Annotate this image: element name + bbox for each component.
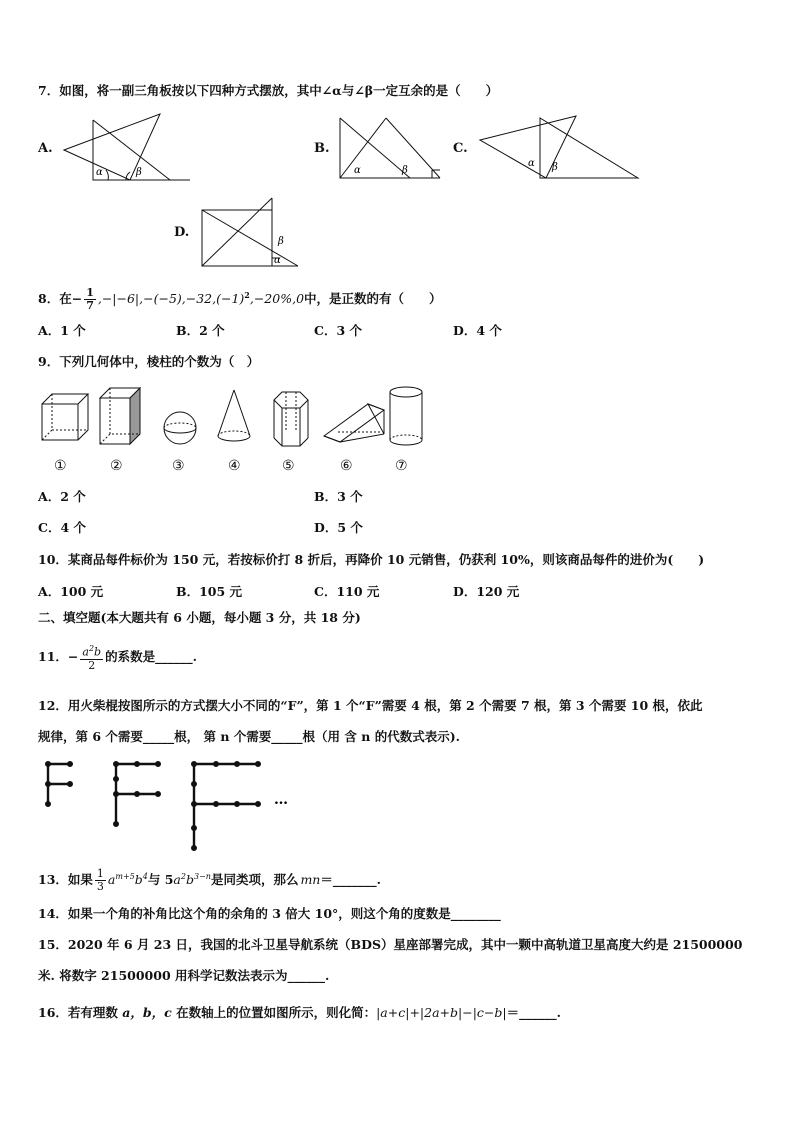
q13-exp-b2: 3−n — [193, 872, 211, 881]
shape-label-2: ② — [110, 458, 123, 474]
q8-option-a: A．1 个 — [38, 323, 86, 338]
q12-matchstick-figure — [40, 758, 300, 852]
q8-fraction-den: 7 — [86, 299, 94, 313]
q7-stem: 7．如图，将一副三角板按以下四种方式摆放，其中∠α与∠β一定互余的是（ ） — [38, 83, 499, 98]
sphere-shape — [164, 412, 196, 444]
q16-vars: a，b，c — [122, 1005, 172, 1020]
q13-exp-a2: 2 — [180, 872, 186, 881]
q9-option-c: C．4 个 — [38, 520, 86, 535]
q11-stem — [38, 642, 197, 672]
q10-option-d: D．120 元 — [453, 584, 520, 599]
q11-fraction-den: 2 — [88, 658, 96, 672]
q14-stem: 14．如果一个角的补角比这个角的余角的 3 倍大 10°，则这个角的度数是________ — [38, 906, 501, 921]
q13-mid: 与 5 — [147, 872, 174, 888]
q8-stem — [38, 284, 442, 312]
q13-stem — [38, 862, 381, 895]
q7-option-b-label: B. — [314, 141, 330, 156]
q7-option-a-label: A. — [38, 141, 53, 156]
q11-exp: 2 — [88, 644, 95, 654]
q13-fraction-num: 1 — [96, 867, 104, 881]
q8-list: ,−|−6|,−(−5),−32,(−1) — [97, 291, 245, 307]
q10-option-c: C．110 元 — [314, 584, 380, 599]
section-heading: 二、填空题(本大题共有 6 小题，每小题 3 分，共 18 分) — [38, 610, 361, 625]
alpha-label: α — [528, 158, 535, 169]
triangular-prism-shape — [324, 404, 384, 442]
q10-stem: 10．某商品每件标价为 150 元，若按标价打 8 折后，再降价 10 元销售，仍获利 10%，则该商品每件的进价为( ) — [38, 552, 705, 567]
q8-option-d: D．4 个 — [453, 323, 502, 338]
q9-stem: 9．下列几何体中，棱柱的个数为（ ） — [38, 354, 260, 369]
q13-suffix: 是同类项，那么 — [210, 872, 299, 888]
q13-mn: mn — [300, 872, 321, 888]
q15-line2: 米. 将数字 21500000 用科学记数法表示为______. — [38, 968, 330, 983]
q8-list2: ,−20%,0 — [249, 291, 305, 307]
q11-var-b: b — [94, 645, 102, 659]
q8-fraction-num: 1 — [86, 286, 94, 300]
q8-suffix: 中，是正数的有（ ） — [304, 291, 442, 307]
q11-fraction — [80, 643, 103, 672]
q8-minus: − — [71, 291, 83, 307]
shape-label-3: ③ — [172, 458, 185, 474]
q8-option-b: B．2 个 — [176, 323, 225, 338]
q13-term2 — [173, 872, 211, 887]
beta-label: β — [402, 165, 408, 176]
shape-label-4: ④ — [228, 458, 241, 474]
beta-label: β — [136, 167, 142, 178]
cone-shape — [218, 390, 250, 441]
q7-figure-b — [336, 114, 446, 180]
q9-solids-figure — [38, 384, 428, 448]
cylinder-shape — [390, 387, 422, 445]
shape-label-5: ⑤ — [282, 458, 295, 474]
q11-minus: − — [67, 649, 79, 664]
q9-option-b: B．3 个 — [314, 489, 363, 504]
q7-figure-a — [60, 112, 200, 184]
cuboid-shape — [100, 388, 140, 444]
q16-prefix: 16．若有理数 — [38, 1005, 118, 1020]
q7-figure-d — [198, 196, 304, 270]
q9-option-d: D．5 个 — [314, 520, 363, 535]
q13-var-a: a — [107, 872, 116, 888]
q9-option-a: A．2 个 — [38, 489, 86, 504]
beta-label: β — [278, 236, 284, 247]
shape-label-7: ⑦ — [395, 458, 408, 474]
q10-option-b: B．105 元 — [176, 584, 243, 599]
q13-term1 — [108, 872, 148, 887]
q11-suffix: 的系数是______. — [105, 649, 197, 664]
q13-var-a2: a — [173, 872, 181, 888]
shape-label-6: ⑥ — [340, 458, 353, 474]
q16-expression: |a+c|+|2a+b|−|c−b| — [376, 1005, 507, 1020]
q8-prefix: 8．在 — [38, 291, 72, 307]
shape-label-1: ① — [54, 458, 67, 474]
q8-fraction — [84, 287, 96, 312]
q16-stem — [38, 1004, 561, 1022]
q8-square: 2 — [244, 290, 250, 300]
cube-shape — [42, 394, 88, 440]
q15-line1: 15．2020 年 6 月 23 日，我国的北斗卫星导航系统（BDS）星座部署完成，其中一颗中高轨道卫星高度大约是 21500000 — [38, 937, 743, 952]
q13-var-b2: b — [185, 872, 194, 888]
q13-fraction-den: 3 — [96, 880, 104, 894]
continuation-dots: … — [274, 792, 288, 808]
q7-figure-c — [476, 114, 642, 180]
q13-var-b: b — [134, 872, 143, 888]
q7-option-d-label: D. — [174, 225, 190, 240]
q10-option-a: A．100 元 — [38, 584, 104, 599]
q16-suffix: ＝______. — [506, 1005, 561, 1020]
q13-fraction — [95, 868, 106, 893]
q16-mid: 在数轴上的位置如图所示，则化简： — [176, 1005, 377, 1020]
q11-var-a: a — [82, 645, 89, 659]
alpha-label: α — [274, 255, 281, 266]
q12-line1: 12．用火柴棍按图所示的方式摆大小不同的“F”，第 1 个“F”需要 4 根，第 2 个需要 7 根，第 3 个需要 10 根，依此 — [38, 698, 703, 713]
q7-option-c-label: C. — [453, 141, 468, 156]
q13-eq: ＝_______. — [320, 872, 381, 888]
q13-exp-b: 4 — [142, 872, 148, 881]
q11-prefix: 11． — [38, 649, 68, 664]
q8-option-c: C．3 个 — [314, 323, 362, 338]
q13-exp-a: m+5 — [115, 872, 135, 881]
beta-label: β — [552, 162, 558, 173]
q11-fraction-num — [80, 643, 103, 660]
alpha-label: α — [354, 165, 361, 176]
q13-prefix: 13．如果 — [38, 872, 93, 888]
alpha-label: α — [96, 167, 103, 178]
q12-line2: 规律，第 6 个需要_____根， 第 n 个需要_____根（用 含 n 的代数式表示). — [38, 729, 460, 744]
hexagonal-prism-shape — [274, 392, 308, 446]
